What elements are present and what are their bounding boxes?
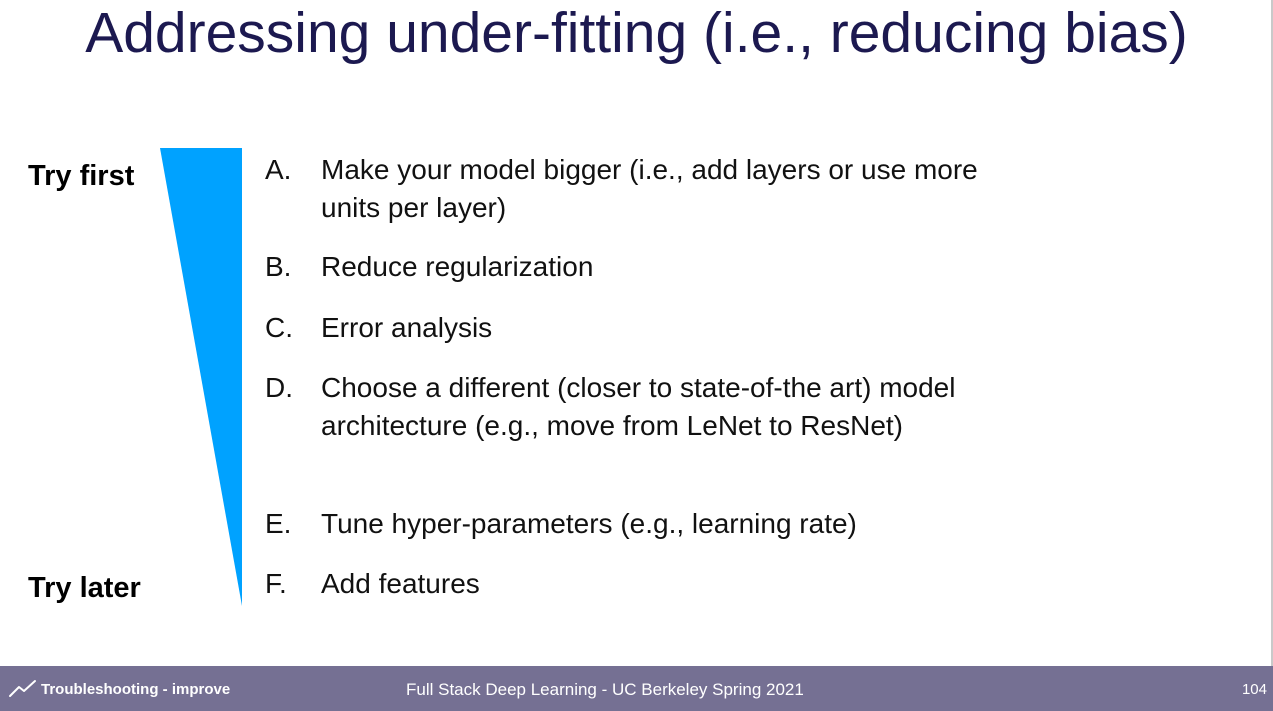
- try-first-label: Try first: [28, 160, 135, 192]
- item-letter: D.: [265, 372, 293, 403]
- item-text: Add features: [321, 568, 480, 599]
- slide-title: Addressing under-fitting (i.e., reducing bias): [85, 1, 1188, 65]
- item-text: Choose a different (closer to state-of-the art) model architecture (e.g., move from LeNet to ResNet): [321, 372, 956, 441]
- item-letter: C.: [265, 312, 293, 343]
- item-letter: B.: [265, 251, 292, 282]
- footer-section-label: Troubleshooting - improve: [41, 681, 231, 698]
- item-letter: E.: [265, 508, 292, 539]
- item-text: Tune hyper-parameters (e.g., learning rate): [321, 508, 857, 539]
- trending-up-icon: [8, 678, 38, 698]
- item-text: Reduce regularization: [321, 251, 594, 282]
- priority-wedge: [160, 148, 244, 608]
- item-letter: F.: [265, 568, 287, 599]
- priority-wedge-shape: [160, 148, 242, 606]
- item-text: Make your model bigger (i.e., add layers or use more units per layer): [321, 154, 978, 223]
- try-later-label: Try later: [28, 572, 141, 604]
- slide-footer: [0, 666, 1273, 711]
- footer-course-label: Full Stack Deep Learning - UC Berkeley Spring 2021: [406, 680, 804, 699]
- item-letter: A.: [265, 154, 292, 185]
- item-text: Error analysis: [321, 312, 493, 343]
- page-number: 104: [1241, 681, 1267, 698]
